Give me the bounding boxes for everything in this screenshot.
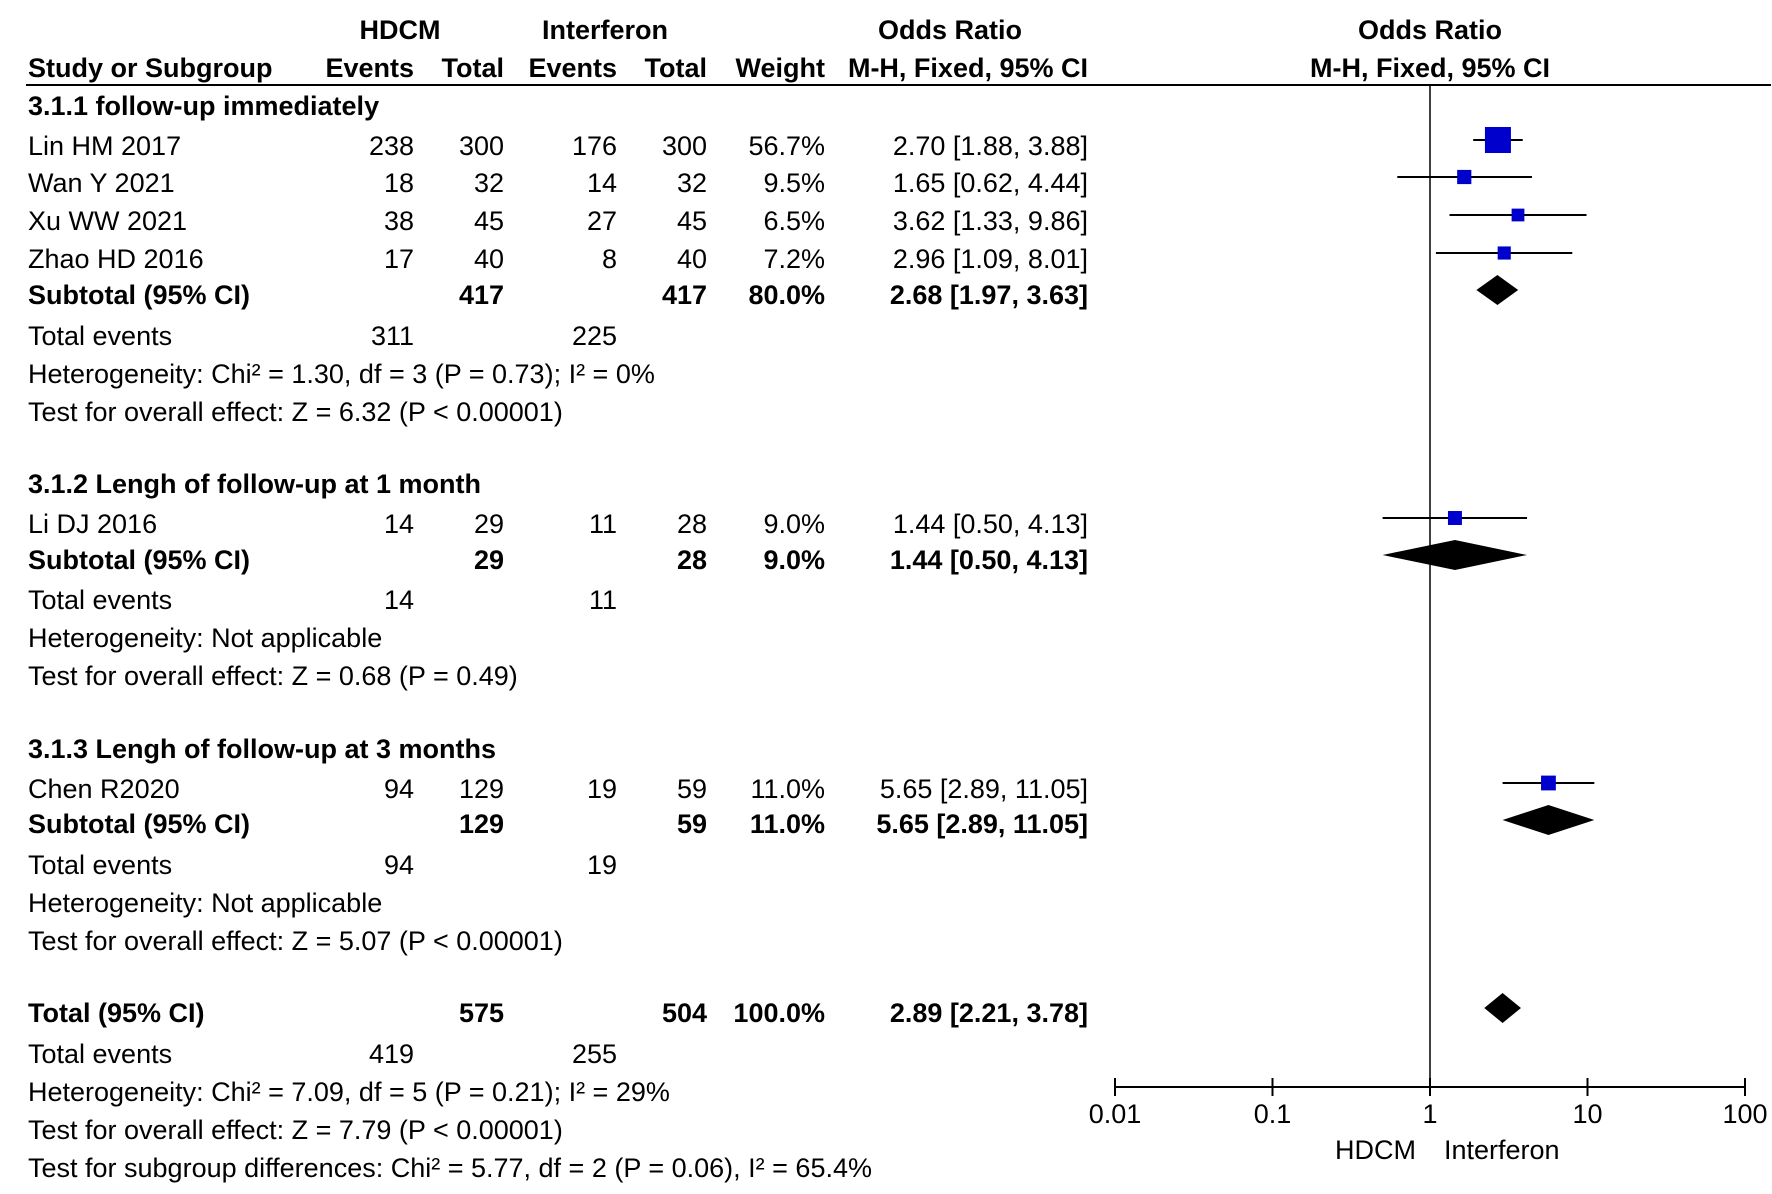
- total-events2: 11: [588, 585, 617, 615]
- weight: 56.7%: [748, 131, 825, 161]
- pooled-diamond: [1383, 540, 1527, 570]
- events2: 11: [588, 509, 617, 539]
- subtotal-weight: 11.0%: [749, 809, 825, 839]
- total1: 300: [458, 131, 504, 161]
- events1: 94: [383, 774, 414, 804]
- method-header: M-H, Fixed, 95% CI: [847, 53, 1088, 83]
- total-events1: 311: [370, 321, 414, 351]
- total2: 40: [676, 244, 707, 274]
- events2: 176: [571, 131, 617, 161]
- grand-weight: 100.0%: [733, 998, 825, 1028]
- pooled-diamond: [1484, 993, 1521, 1023]
- x-tick-label: 1: [1422, 1099, 1438, 1129]
- total-events-label: Total events: [28, 585, 173, 615]
- method-plot-header: M-H, Fixed, 95% CI: [1309, 53, 1551, 83]
- heterogeneity-text: Heterogeneity: Not applicable: [28, 623, 383, 653]
- odds-ratio-ci: 3.62 [1.33, 9.86]: [892, 206, 1088, 236]
- weight-header: Weight: [735, 53, 825, 83]
- total-heterogeneity-text: Heterogeneity: Chi² = 7.09, df = 5 (P = 0.21); I² = 29%: [28, 1077, 670, 1107]
- total-events2: 225: [571, 321, 617, 351]
- study-marker: [1457, 170, 1471, 184]
- total1: 45: [473, 206, 504, 236]
- grand-events2: 255: [571, 1039, 617, 1069]
- subtotal-ci: 2.68 [1.97, 3.63]: [889, 280, 1088, 310]
- odds-ratio-ci: 1.44 [0.50, 4.13]: [892, 509, 1088, 539]
- subtotal-label: Subtotal (95% CI): [28, 280, 251, 310]
- favours-right-label: Interferon: [1444, 1135, 1560, 1165]
- total-events1: 14: [383, 585, 414, 615]
- subtotal-total1: 129: [458, 809, 504, 839]
- events1: 238: [368, 131, 414, 161]
- total-events1: 94: [383, 850, 414, 880]
- total2: 59: [676, 774, 707, 804]
- total2: 300: [661, 131, 707, 161]
- study-name: Wan Y 2021: [28, 168, 175, 198]
- x-tick-label: 0.1: [1253, 1099, 1292, 1129]
- subtotal-total2: 59: [676, 809, 707, 839]
- study-name: Lin HM 2017: [28, 131, 182, 161]
- total1: 129: [458, 774, 504, 804]
- grand-events1: 419: [368, 1039, 414, 1069]
- events1: 17: [383, 244, 414, 274]
- odds-ratio-ci: 2.96 [1.09, 8.01]: [892, 244, 1088, 274]
- subgroup-title: 3.1.1 follow-up immediately: [28, 91, 380, 121]
- events1: 38: [383, 206, 414, 236]
- total-overall-effect-text: Test for overall effect: Z = 7.79 (P < 0.00001): [28, 1115, 563, 1145]
- events2: 19: [586, 774, 617, 804]
- odds-ratio-ci: 1.65 [0.62, 4.44]: [892, 168, 1088, 198]
- events2: 14: [586, 168, 617, 198]
- total2: 45: [676, 206, 707, 236]
- events1: 18: [383, 168, 414, 198]
- total1: 40: [473, 244, 504, 274]
- total2: 32: [676, 168, 707, 198]
- subtotal-total1: 29: [473, 545, 504, 575]
- overall-effect-text: Test for overall effect: Z = 5.07 (P < 0.00001): [28, 926, 563, 956]
- overall-effect-text: Test for overall effect: Z = 0.68 (P = 0.49): [28, 661, 518, 691]
- total-events-label: Total events: [28, 850, 173, 880]
- total-label: Total (95% CI): [28, 998, 205, 1028]
- subtotal-total2: 28: [676, 545, 707, 575]
- grand-total2: 504: [661, 998, 707, 1028]
- subtotal-weight: 80.0%: [748, 280, 825, 310]
- study-name: Chen R2020: [28, 774, 180, 804]
- pooled-diamond: [1476, 275, 1518, 305]
- subtotal-label: Subtotal (95% CI): [28, 545, 251, 575]
- x-tick-label: 10: [1572, 1099, 1603, 1129]
- subtotal-label: Subtotal (95% CI): [28, 809, 251, 839]
- events2-header: Events: [528, 53, 617, 83]
- odds-ratio-ci: 5.65 [2.89, 11.05]: [879, 774, 1088, 804]
- heterogeneity-text: Heterogeneity: Not applicable: [28, 888, 383, 918]
- odds-ratio-ci: 2.70 [1.88, 3.88]: [892, 131, 1088, 161]
- x-tick-label: 100: [1722, 1099, 1768, 1129]
- or-table-title: Odds Ratio: [877, 15, 1022, 45]
- grand-total1: 575: [458, 998, 504, 1028]
- total-events2: 19: [586, 850, 617, 880]
- subgroup-differences-text: Test for subgroup differences: Chi² = 5.77, df = 2 (P = 0.06), I² = 65.4%: [28, 1153, 872, 1183]
- x-tick-label: 0.01: [1088, 1099, 1142, 1129]
- total1-header: Total: [441, 53, 504, 83]
- study-name: Li DJ 2016: [28, 509, 158, 539]
- weight: 6.5%: [763, 206, 825, 236]
- study-marker: [1485, 127, 1511, 153]
- events2: 27: [586, 206, 617, 236]
- grand-ci: 2.89 [2.21, 3.78]: [889, 998, 1088, 1028]
- weight: 9.0%: [763, 509, 825, 539]
- subtotal-weight: 9.0%: [763, 545, 825, 575]
- subgroup-title: 3.1.3 Lengh of follow-up at 3 months: [28, 734, 497, 764]
- subgroup-title: 3.1.2 Lengh of follow-up at 1 month: [28, 469, 481, 499]
- subtotal-total2: 417: [661, 280, 707, 310]
- study-marker: [1448, 511, 1462, 525]
- or-plot-title: Odds Ratio: [1357, 15, 1502, 45]
- events2: 8: [601, 244, 617, 274]
- study-name: Zhao HD 2016: [28, 244, 204, 274]
- total1: 32: [473, 168, 504, 198]
- weight: 9.5%: [763, 168, 825, 198]
- total2-header: Total: [644, 53, 707, 83]
- subtotal-total1: 417: [458, 280, 504, 310]
- subtotal-ci: 1.44 [0.50, 4.13]: [889, 545, 1088, 575]
- events1: 14: [383, 509, 414, 539]
- events1-header: Events: [325, 53, 414, 83]
- total2: 28: [676, 509, 707, 539]
- group2-header: Interferon: [541, 15, 668, 45]
- favours-left-label: HDCM: [1335, 1135, 1416, 1165]
- total-events-label: Total events: [28, 321, 173, 351]
- study-marker: [1498, 246, 1511, 259]
- group1-header: HDCM: [359, 15, 441, 45]
- overall-effect-text: Test for overall effect: Z = 6.32 (P < 0.00001): [28, 397, 563, 427]
- pooled-diamond: [1503, 805, 1595, 835]
- weight: 7.2%: [763, 244, 825, 274]
- weight: 11.0%: [750, 774, 825, 804]
- study-name: Xu WW 2021: [28, 206, 188, 236]
- total-events-label: Total events: [28, 1039, 173, 1069]
- study-marker: [1512, 209, 1525, 222]
- study-marker: [1541, 776, 1556, 791]
- study-column-header: Study or Subgroup: [28, 53, 273, 83]
- total1: 29: [473, 509, 504, 539]
- subtotal-ci: 5.65 [2.89, 11.05]: [876, 809, 1088, 839]
- heterogeneity-text: Heterogeneity: Chi² = 1.30, df = 3 (P = 0.73); I² = 0%: [28, 359, 655, 389]
